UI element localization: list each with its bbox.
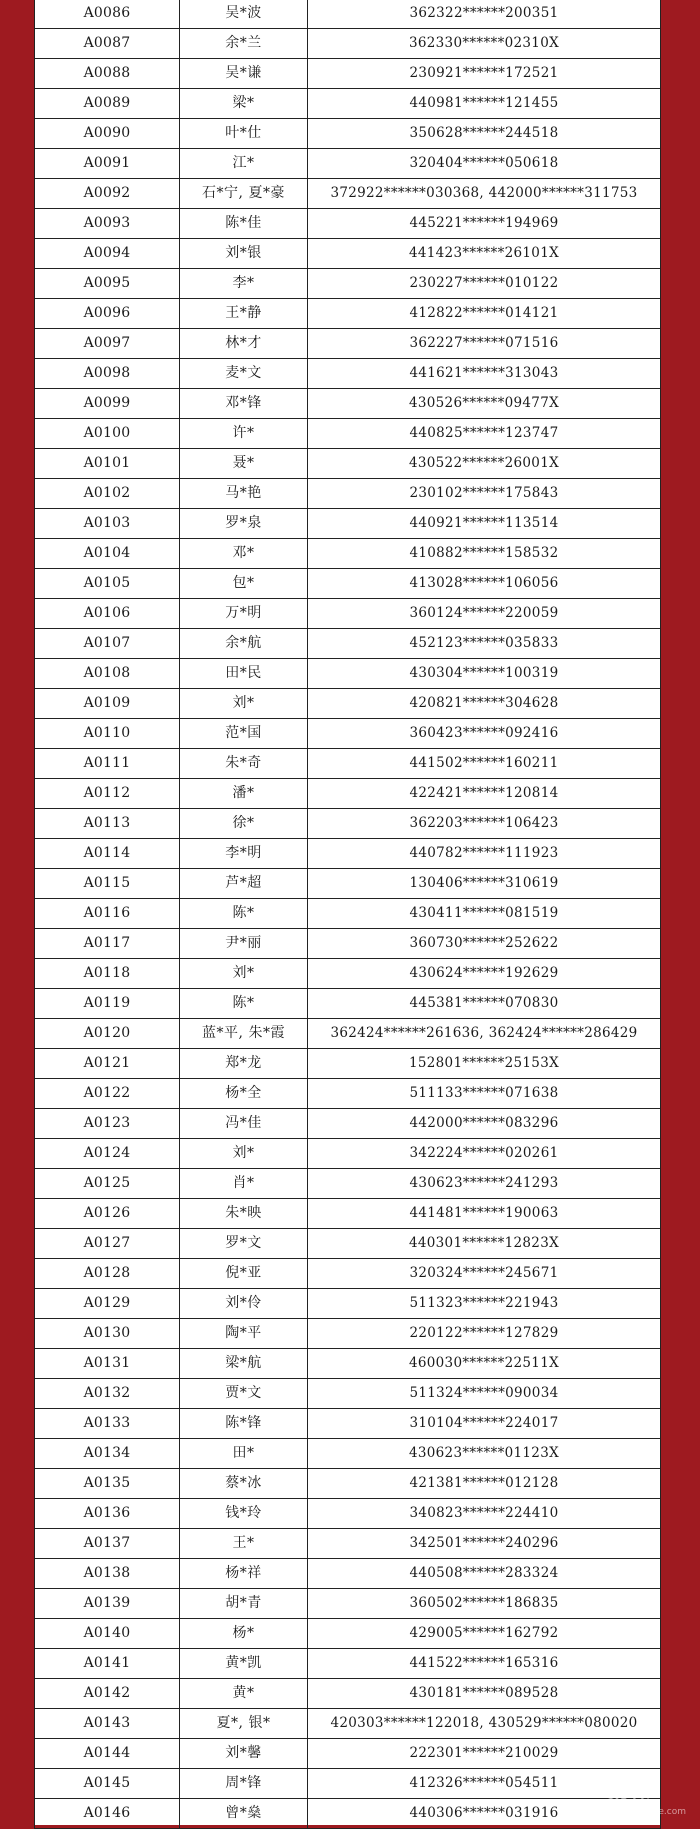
record-number-cell: A0099 (35, 389, 180, 419)
table-row (35, 1289, 661, 1319)
record-number-cell: A0123 (35, 1109, 180, 1139)
applicant-name-cell: 蓝*平, 朱*霞 (180, 1019, 308, 1049)
id-number-cell: 441481******190063 (308, 1199, 661, 1229)
id-number-cell: 511323******221943 (308, 1289, 661, 1319)
site-watermark (605, 1776, 686, 1817)
record-number-cell: A0135 (35, 1469, 180, 1499)
table-row (35, 1769, 661, 1799)
record-number-cell: A0097 (35, 329, 180, 359)
table-row (35, 329, 661, 359)
table-row (35, 1379, 661, 1409)
applicant-name-cell: 罗*泉 (180, 509, 308, 539)
applicant-name-cell: 刘* (180, 959, 308, 989)
id-number-cell: 362203******106423 (308, 809, 661, 839)
id-number-cell: 230227******010122 (308, 269, 661, 299)
lottery-result-table (34, 0, 660, 1829)
record-number-cell: A0118 (35, 959, 180, 989)
id-number-cell: 429005******162792 (308, 1619, 661, 1649)
record-number-cell: A0113 (35, 809, 180, 839)
id-number-cell: 360124******220059 (308, 599, 661, 629)
applicant-name-cell: 曾*燊 (180, 1799, 308, 1829)
record-number-cell: A0136 (35, 1499, 180, 1529)
record-number-cell: A0091 (35, 149, 180, 179)
applicant-name-cell: 包* (180, 569, 308, 599)
applicant-name-cell: 蔡*冰 (180, 1469, 308, 1499)
record-number-cell: A0112 (35, 779, 180, 809)
table-row (35, 209, 661, 239)
applicant-name-cell: 尹*丽 (180, 929, 308, 959)
record-number-cell: A0089 (35, 89, 180, 119)
table-row (35, 1499, 661, 1529)
table-row (35, 89, 661, 119)
table-row (35, 1259, 661, 1289)
record-number-cell: A0119 (35, 989, 180, 1019)
table-row (35, 1679, 661, 1709)
applicant-name-cell: 徐* (180, 809, 308, 839)
applicant-name-cell: 石*宁, 夏*豪 (180, 179, 308, 209)
record-number-cell: A0088 (35, 59, 180, 89)
record-number-cell: A0143 (35, 1709, 180, 1739)
applicant-name-cell: 梁* (180, 89, 308, 119)
table-row (35, 629, 661, 659)
table-row (35, 1229, 661, 1259)
record-number-cell: A0103 (35, 509, 180, 539)
record-number-cell: A0096 (35, 299, 180, 329)
record-number-cell: A0087 (35, 29, 180, 59)
id-number-cell: 511133******071638 (308, 1079, 661, 1109)
record-number-cell: A0139 (35, 1589, 180, 1619)
applicant-name-cell: 林*才 (180, 329, 308, 359)
table-row (35, 479, 661, 509)
applicant-name-cell: 马*艳 (180, 479, 308, 509)
applicant-name-cell: 刘*银 (180, 239, 308, 269)
id-number-cell: 440782******111923 (308, 839, 661, 869)
record-number-cell: A0122 (35, 1079, 180, 1109)
applicant-name-cell: 刘*伶 (180, 1289, 308, 1319)
table-row (35, 1799, 661, 1829)
applicant-name-cell: 刘* (180, 689, 308, 719)
record-number-cell: A0107 (35, 629, 180, 659)
record-number-cell: A0129 (35, 1289, 180, 1319)
table-row (35, 599, 661, 629)
table-row (35, 1739, 661, 1769)
record-number-cell: A0142 (35, 1679, 180, 1709)
id-number-cell: 410882******158532 (308, 539, 661, 569)
table-row (35, 119, 661, 149)
record-number-cell: A0144 (35, 1739, 180, 1769)
table-row (35, 539, 661, 569)
record-number-cell: A0130 (35, 1319, 180, 1349)
record-number-cell: A0131 (35, 1349, 180, 1379)
record-number-cell: A0104 (35, 539, 180, 569)
applicant-name-cell: 李* (180, 269, 308, 299)
id-number-cell: 445221******194969 (308, 209, 661, 239)
id-number-cell: 360502******186835 (308, 1589, 661, 1619)
id-number-cell: 430304******100319 (308, 659, 661, 689)
applicant-name-cell: 陈*锋 (180, 1409, 308, 1439)
applicant-name-cell: 钱*玲 (180, 1499, 308, 1529)
record-number-cell: A0100 (35, 419, 180, 449)
table-row (35, 989, 661, 1019)
table-row (35, 1079, 661, 1109)
record-number-cell: A0098 (35, 359, 180, 389)
id-number-cell: 350628******244518 (308, 119, 661, 149)
applicant-name-cell: 郑*龙 (180, 1049, 308, 1079)
id-number-cell: 362322******200351 (308, 0, 661, 29)
applicant-name-cell: 李*明 (180, 839, 308, 869)
record-number-cell: A0116 (35, 899, 180, 929)
id-number-cell: 452123******035833 (308, 629, 661, 659)
table-row (35, 779, 661, 809)
record-number-cell: A0115 (35, 869, 180, 899)
applicant-name-cell: 叶*仕 (180, 119, 308, 149)
id-number-cell: 362227******071516 (308, 329, 661, 359)
record-number-cell: A0138 (35, 1559, 180, 1589)
applicant-name-cell: 陶*平 (180, 1319, 308, 1349)
table-row (35, 569, 661, 599)
id-number-cell: 421381******012128 (308, 1469, 661, 1499)
record-number-cell: A0092 (35, 179, 180, 209)
record-number-cell: A0133 (35, 1409, 180, 1439)
table-row (35, 1139, 661, 1169)
id-number-cell: 342501******240296 (308, 1529, 661, 1559)
table-row (35, 1709, 661, 1739)
table-row (35, 809, 661, 839)
record-number-cell: A0114 (35, 839, 180, 869)
id-number-cell: 430624******192629 (308, 959, 661, 989)
applicant-name-cell: 江* (180, 149, 308, 179)
id-number-cell: 342224******020261 (308, 1139, 661, 1169)
table-body (35, 0, 661, 1829)
applicant-name-cell: 陈*佳 (180, 209, 308, 239)
id-number-cell: 440921******113514 (308, 509, 661, 539)
applicant-name-cell: 范*国 (180, 719, 308, 749)
applicant-name-cell: 芦*超 (180, 869, 308, 899)
table-row (35, 0, 661, 29)
record-number-cell: A0140 (35, 1619, 180, 1649)
table-row (35, 359, 661, 389)
table-row (35, 929, 661, 959)
table-row (35, 269, 661, 299)
applicant-name-cell: 梁*航 (180, 1349, 308, 1379)
applicant-name-cell: 杨*祥 (180, 1559, 308, 1589)
table-row (35, 1409, 661, 1439)
table-row (35, 1109, 661, 1139)
watermark-url: www.szhome.com (604, 1807, 686, 1817)
id-number-cell: 310104******224017 (308, 1409, 661, 1439)
record-number-cell: A0128 (35, 1259, 180, 1289)
applicant-name-cell: 杨* (180, 1619, 308, 1649)
id-number-cell: 430181******089528 (308, 1679, 661, 1709)
applicant-name-cell: 田* (180, 1439, 308, 1469)
table-row (35, 839, 661, 869)
id-number-cell: 441522******165316 (308, 1649, 661, 1679)
id-number-cell: 130406******310619 (308, 869, 661, 899)
record-number-cell: A0101 (35, 449, 180, 479)
applicant-name-cell: 聂* (180, 449, 308, 479)
record-number-cell: A0134 (35, 1439, 180, 1469)
applicant-name-cell: 罗*文 (180, 1229, 308, 1259)
table-row (35, 1169, 661, 1199)
id-number-cell: 360423******092416 (308, 719, 661, 749)
applicant-name-cell: 朱*奇 (180, 749, 308, 779)
id-number-cell: 222301******210029 (308, 1739, 661, 1769)
id-number-cell: 152801******25153X (308, 1049, 661, 1079)
id-number-cell: 340823******224410 (308, 1499, 661, 1529)
record-number-cell: A0102 (35, 479, 180, 509)
table-row (35, 389, 661, 419)
table-row (35, 959, 661, 989)
id-number-cell: 412822******014121 (308, 299, 661, 329)
applicant-name-cell: 邓*锋 (180, 389, 308, 419)
record-number-cell: A0093 (35, 209, 180, 239)
table-row (35, 1319, 661, 1349)
record-number-cell: A0105 (35, 569, 180, 599)
id-number-cell: 320404******050618 (308, 149, 661, 179)
id-number-cell: 440301******12823X (308, 1229, 661, 1259)
table-row (35, 659, 661, 689)
applicant-name-cell: 潘* (180, 779, 308, 809)
id-number-cell: 440306******031916 (308, 1799, 661, 1829)
applicant-name-cell: 邓* (180, 539, 308, 569)
table-row (35, 1019, 661, 1049)
table-row (35, 299, 661, 329)
applicant-name-cell: 周*锋 (180, 1769, 308, 1799)
table-row (35, 1469, 661, 1499)
table-row (35, 1559, 661, 1589)
id-number-cell: 440508******283324 (308, 1559, 661, 1589)
table-row (35, 719, 661, 749)
record-number-cell: A0095 (35, 269, 180, 299)
id-number-cell: 420821******304628 (308, 689, 661, 719)
applicant-name-cell: 倪*亚 (180, 1259, 308, 1289)
id-number-cell: 422421******120814 (308, 779, 661, 809)
record-number-cell: A0137 (35, 1529, 180, 1559)
applicant-name-cell: 刘*馨 (180, 1739, 308, 1769)
id-number-cell: 430623******01123X (308, 1439, 661, 1469)
table-row (35, 449, 661, 479)
applicant-name-cell: 田*民 (180, 659, 308, 689)
applicant-name-cell: 夏*, 银* (180, 1709, 308, 1739)
id-number-cell: 460030******22511X (308, 1349, 661, 1379)
record-number-cell: A0132 (35, 1379, 180, 1409)
id-number-cell: 360730******252622 (308, 929, 661, 959)
record-number-cell: A0127 (35, 1229, 180, 1259)
table-row (35, 509, 661, 539)
applicant-name-cell: 王* (180, 1529, 308, 1559)
applicant-name-cell: 吴*波 (180, 0, 308, 29)
id-number-cell: 420303******122018, 430529******080020 (308, 1709, 661, 1739)
applicant-name-cell: 陈* (180, 989, 308, 1019)
record-number-cell: A0121 (35, 1049, 180, 1079)
record-number-cell: A0108 (35, 659, 180, 689)
record-number-cell: A0146 (35, 1799, 180, 1829)
record-number-cell: A0125 (35, 1169, 180, 1199)
table-row (35, 1439, 661, 1469)
applicant-name-cell: 贾*文 (180, 1379, 308, 1409)
record-number-cell: A0145 (35, 1769, 180, 1799)
id-number-cell: 430411******081519 (308, 899, 661, 929)
record-number-cell: A0109 (35, 689, 180, 719)
applicant-name-cell: 许* (180, 419, 308, 449)
id-number-cell: 412326******054511 (308, 1769, 661, 1799)
table-row (35, 1619, 661, 1649)
record-number-cell: A0141 (35, 1649, 180, 1679)
id-number-cell: 320324******245671 (308, 1259, 661, 1289)
record-number-cell: A0110 (35, 719, 180, 749)
id-number-cell: 362424******261636, 362424******286429 (308, 1019, 661, 1049)
table-row (35, 149, 661, 179)
table-row (35, 179, 661, 209)
applicant-name-cell: 余*兰 (180, 29, 308, 59)
id-number-cell: 230921******172521 (308, 59, 661, 89)
table-row (35, 689, 661, 719)
id-number-cell: 441621******313043 (308, 359, 661, 389)
applicant-name-cell: 麦*文 (180, 359, 308, 389)
table-row (35, 1529, 661, 1559)
watermark-brand: 家在 (604, 1781, 653, 1806)
id-number-cell: 430526******09477X (308, 389, 661, 419)
applicant-name-cell: 朱*映 (180, 1199, 308, 1229)
id-number-cell: 220122******127829 (308, 1319, 661, 1349)
applicant-name-cell: 王*静 (180, 299, 308, 329)
record-number-cell: A0086 (35, 0, 180, 29)
table-row (35, 419, 661, 449)
id-number-cell: 441502******160211 (308, 749, 661, 779)
id-number-cell: 440981******121455 (308, 89, 661, 119)
table-row (35, 29, 661, 59)
applicant-name-cell: 黄* (180, 1679, 308, 1709)
record-number-cell: A0106 (35, 599, 180, 629)
id-number-cell: 441423******26101X (308, 239, 661, 269)
applicant-name-cell: 杨*全 (180, 1079, 308, 1109)
id-number-cell: 413028******106056 (308, 569, 661, 599)
record-number-cell: A0090 (35, 119, 180, 149)
table-row (35, 1649, 661, 1679)
id-number-cell: 511324******090034 (308, 1379, 661, 1409)
applicant-name-cell: 陈* (180, 899, 308, 929)
id-number-cell: 445381******070830 (308, 989, 661, 1019)
record-number-cell: A0117 (35, 929, 180, 959)
table-row (35, 1349, 661, 1379)
record-number-cell: A0094 (35, 239, 180, 269)
table-row (35, 59, 661, 89)
id-number-cell: 372922******030368, 442000******311753 (308, 179, 661, 209)
id-number-cell: 442000******083296 (308, 1109, 661, 1139)
id-number-cell: 362330******02310X (308, 29, 661, 59)
table-row (35, 1589, 661, 1619)
record-number-cell: A0124 (35, 1139, 180, 1169)
table-row (35, 1199, 661, 1229)
record-number-cell: A0111 (35, 749, 180, 779)
table-row (35, 1049, 661, 1079)
applicant-name-cell: 冯*佳 (180, 1109, 308, 1139)
applicant-name-cell: 刘* (180, 1139, 308, 1169)
applicant-name-cell: 吴*谦 (180, 59, 308, 89)
applicant-name-cell: 黄*凯 (180, 1649, 308, 1679)
table-row (35, 239, 661, 269)
applicant-name-cell: 胡*青 (180, 1589, 308, 1619)
applicant-name-cell: 肖* (180, 1169, 308, 1199)
id-number-cell: 430522******26001X (308, 449, 661, 479)
id-number-cell: 440825******123747 (308, 419, 661, 449)
record-number-cell: A0126 (35, 1199, 180, 1229)
table-row (35, 749, 661, 779)
record-number-cell: A0120 (35, 1019, 180, 1049)
table-row (35, 899, 661, 929)
id-number-cell: 230102******175843 (308, 479, 661, 509)
result-table (34, 0, 661, 1829)
table-row (35, 869, 661, 899)
applicant-name-cell: 万*明 (180, 599, 308, 629)
applicant-name-cell: 余*航 (180, 629, 308, 659)
id-number-cell: 430623******241293 (308, 1169, 661, 1199)
